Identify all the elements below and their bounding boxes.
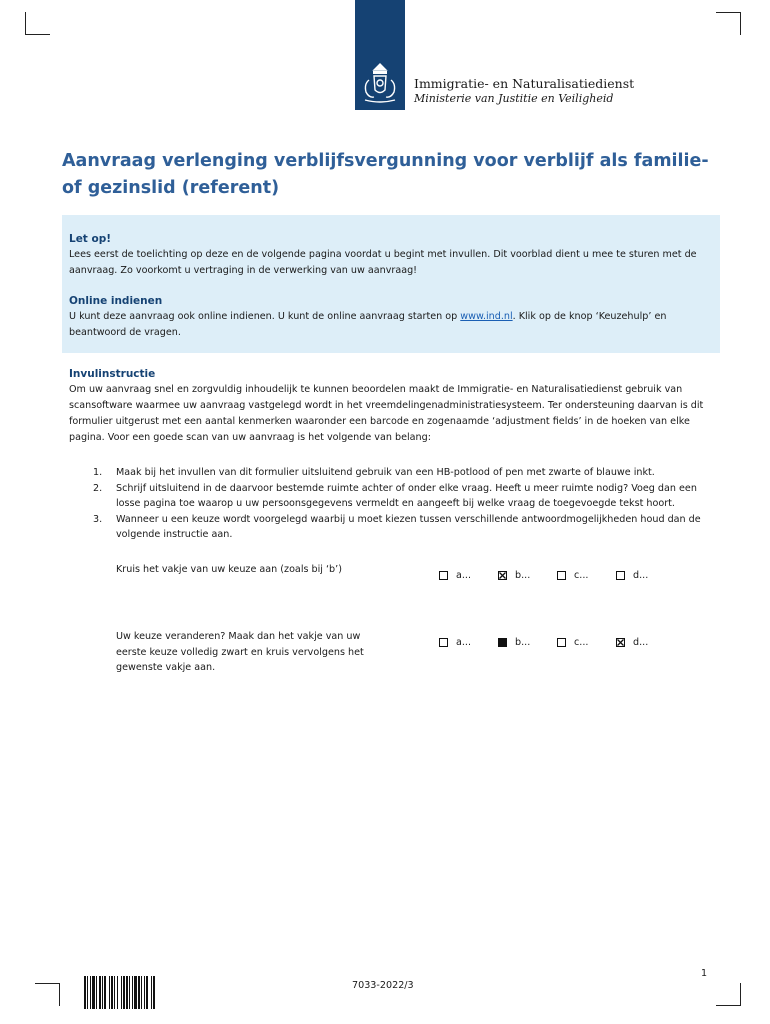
list-number: 2. — [93, 482, 103, 494]
online-heading: Online indienen — [69, 295, 163, 307]
instructions-list — [69, 465, 717, 543]
barcode-bar — [90, 976, 91, 1009]
checkbox-empty[interactable] — [439, 571, 448, 580]
instructions-section — [69, 366, 717, 543]
option-b[interactable] — [498, 637, 557, 648]
barcode-bar — [84, 976, 86, 1009]
coat-of-arms-icon — [355, 0, 405, 110]
list-item — [69, 481, 717, 512]
online-text — [69, 309, 713, 341]
org-name: Immigratie- en Naturalisatiedienst — [414, 76, 635, 91]
ind-website-link[interactable]: www.ind.nl — [460, 311, 513, 322]
option-label: b... — [515, 636, 531, 648]
option-a[interactable] — [439, 637, 498, 648]
barcode-bar — [132, 976, 133, 1009]
instructions-heading: Invulinstructie — [69, 368, 156, 380]
checkbox-empty[interactable] — [557, 571, 566, 580]
adjustment-mark-top-left — [25, 12, 50, 35]
barcode-bar — [126, 976, 128, 1009]
barcode-bar — [123, 976, 125, 1009]
barcode — [84, 976, 196, 1009]
notice-heading: Let op! — [69, 233, 112, 245]
page-number: 1 — [701, 968, 708, 979]
barcode-bar — [96, 976, 97, 1009]
list-item — [69, 465, 717, 481]
option-label: d... — [633, 636, 649, 648]
online-text-end: . Klik op de knop ‘Keuzehulp’ en beantwoord de vragen. — [69, 311, 667, 338]
option-d[interactable] — [616, 570, 675, 581]
checkbox-crossed[interactable] — [616, 638, 625, 647]
barcode-bar — [141, 976, 142, 1009]
option-b[interactable] — [498, 570, 557, 581]
barcode-bar — [151, 976, 152, 1009]
list-item — [69, 512, 717, 543]
adjustment-mark-bottom-left — [35, 983, 60, 1006]
example-1-label: Kruis het vakje van uw keuze aan (zoals bij ‘b’) — [116, 564, 342, 575]
barcode-bar — [138, 976, 140, 1009]
example-2-options — [439, 634, 675, 650]
option-c[interactable] — [557, 637, 616, 648]
checkbox-filled[interactable] — [498, 638, 507, 647]
barcode-bar — [111, 976, 113, 1009]
ministry-name: Ministerie van Justitie en Veiligheid — [414, 92, 614, 105]
adjustment-mark-bottom-right — [716, 983, 741, 1006]
cross-icon — [616, 638, 625, 647]
example-1-options — [439, 567, 675, 583]
list-number: 3. — [93, 513, 103, 525]
option-a[interactable] — [439, 570, 498, 581]
barcode-bar — [92, 976, 95, 1009]
list-number: 1. — [93, 467, 103, 478]
barcode-bar — [134, 976, 137, 1009]
barcode-bar — [129, 976, 130, 1009]
online-text-start: U kunt deze aanvraag ook online indienen. U kunt de online aanvraag starten op — [69, 311, 461, 322]
option-label: d... — [633, 569, 649, 581]
option-c[interactable] — [557, 570, 616, 581]
barcode-bar — [144, 976, 145, 1009]
option-label: a... — [456, 636, 472, 648]
barcode-bar — [102, 976, 103, 1009]
checkbox-empty[interactable] — [439, 638, 448, 647]
page-title: Aanvraag verlenging verblijfsvergunning voor verblijf als familie- of gezinslid (referent) — [62, 151, 709, 198]
government-logo — [355, 0, 405, 110]
option-label: a... — [456, 569, 472, 581]
barcode-bar — [114, 976, 115, 1009]
list-text: Maak bij het invullen van dit formulier uitsluitend gebruik van een HB-potlood of pen met zwarte of blauwe inkt. — [116, 467, 655, 478]
barcode-bar — [153, 976, 155, 1009]
list-text: Schrijf uitsluitend in de daarvoor bestemde ruimte achter of onder elke vraag. Heeft u meer ruimte nodig? Voeg dan een losse pagina toe waarop u uw persoonsgegevens vermeldt en aangeeft bij welke vraag de toegevoegde tekst hoort. — [116, 482, 697, 509]
checkbox-empty[interactable] — [616, 571, 625, 580]
checkbox-empty[interactable] — [557, 638, 566, 647]
option-d[interactable] — [616, 637, 675, 648]
option-label: b... — [515, 569, 531, 581]
checkbox-crossed[interactable] — [498, 571, 507, 580]
instructions-intro: Om uw aanvraag snel en zorgvuldig inhoudelijk te kunnen beoordelen maakt de Immigratie- en Naturalisatiedienst gebruik van scansoftware waarmee uw aanvraag vastgelegd wordt in het vreemdelingenadministratiesysteem. Ter ondersteuning daarvan is dit formulier uitgerust met een aantal kenmerken waaronder een barcode en zogenaamde ‘adjustment fields’ in de hoeken van elke pagina. Voor een goede scan van uw aanvraag is het volgende van belang: — [69, 384, 704, 443]
barcode-bar — [121, 976, 122, 1009]
barcode-bar — [87, 976, 88, 1009]
notice-box — [62, 215, 720, 353]
barcode-bar — [99, 976, 101, 1009]
adjustment-mark-top-right — [716, 12, 741, 35]
barcode-bar — [109, 976, 110, 1009]
barcode-bar — [104, 976, 106, 1009]
barcode-bar — [146, 976, 148, 1009]
cross-icon — [498, 571, 507, 580]
organisation-name — [414, 76, 634, 106]
option-label: c... — [574, 636, 589, 648]
notice-text: Lees eerst de toelichting op deze en de volgende pagina voordat u begint met invullen. Dit voorblad dient u mee te sturen met de aanvraag. Zo voorkomt u vertraging in de verwerking van uw aanvraag! — [69, 249, 697, 276]
example-2-label: Uw keuze veranderen? Maak dan het vakje van uw eerste keuze volledig zwart en kruis vervolgens het gewenste vakje aan. — [116, 631, 364, 673]
option-label: c... — [574, 569, 589, 581]
barcode-bar — [117, 976, 118, 1009]
form-code: 7033-2022/3 — [352, 980, 414, 991]
list-text: Wanneer u een keuze wordt voorgelegd waarbij u moet kiezen tussen verschillende antwoordmogelijkheden houd dan de volgende instructie aan. — [116, 513, 701, 540]
